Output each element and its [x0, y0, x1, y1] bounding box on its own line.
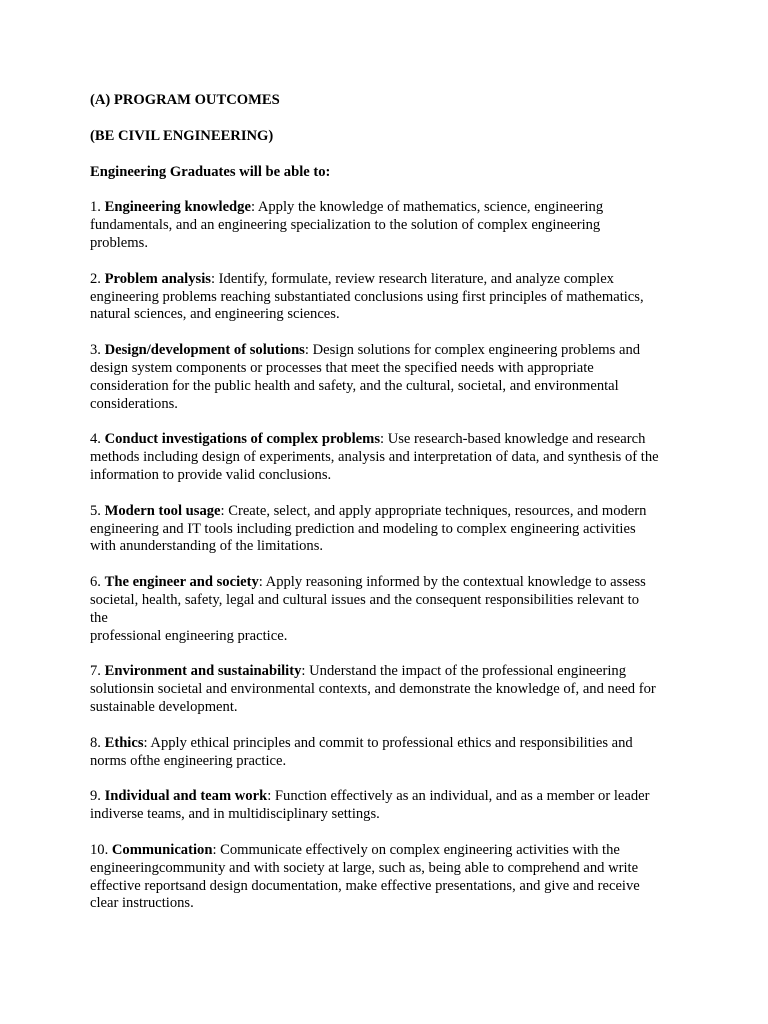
outcome-text-line: solutionsin societal and environmental contexts, and demonstrate the knowledge of, and need for [90, 681, 656, 698]
outcome-item [90, 842, 690, 913]
outcome-term: Problem analysis [104, 270, 211, 287]
outcome-term: The engineer and society [104, 574, 259, 591]
outcome-text-line: : Apply reasoning informed by the contextual knowledge to assess [258, 574, 646, 591]
outcome-text-line: societal, health, safety, legal and cultural issues and the consequent responsibilities relevant to [90, 591, 639, 608]
outcome-text-line: : Function effectively as an individual, and as a member or leader [267, 788, 650, 805]
outcome-term: Individual and team work [104, 788, 268, 805]
outcome-item [90, 342, 690, 413]
outcome-item [90, 574, 690, 645]
outcome-number: 6. [90, 574, 105, 591]
outcome-term: Modern tool usage [104, 502, 221, 519]
document-title: (A) PROGRAM OUTCOMES [90, 92, 280, 108]
outcome-text-line: considerations. [90, 395, 178, 412]
outcome-text-line: design system components or processes that meet the specified needs with appropriate [90, 359, 594, 376]
outcome-text-line: engineeringcommunity and with society at large, such as, being able to comprehend and write [90, 859, 639, 876]
outcome-text-line: consideration for the public health and safety, and the cultural, societal, and environmental [90, 377, 619, 394]
outcome-number: 7. [90, 663, 105, 680]
outcomes-list [90, 199, 690, 913]
outcome-number: 3. [90, 342, 105, 359]
outcome-text-line: problems. [90, 234, 148, 251]
outcome-text-line: engineering problems reaching substantiated conclusions using first principles of mathematics, [90, 288, 644, 305]
outcome-text-line: information to provide valid conclusions. [90, 466, 332, 483]
outcome-item [90, 788, 690, 824]
intro-line: Engineering Graduates will be able to: [90, 163, 331, 180]
outcome-term: Ethics [104, 734, 144, 751]
outcome-item [90, 503, 690, 556]
outcome-number: 1. [90, 199, 105, 216]
outcome-term: Communication [111, 841, 213, 858]
document-page [90, 92, 690, 931]
outcome-text-line: : Design solutions for complex engineering problems and [304, 342, 641, 359]
outcome-text-line: : Apply the knowledge of mathematics, science, engineering [250, 199, 604, 216]
outcome-text-line: indiverse teams, and in multidisciplinary settings. [90, 806, 380, 823]
outcome-number: 10. [90, 841, 112, 858]
outcome-term: Engineering knowledge [104, 199, 251, 216]
outcome-text-line: methods including design of experiments, analysis and interpretation of data, and synthesis of the [90, 449, 659, 466]
outcome-number: 5. [90, 502, 105, 519]
outcome-text-line: norms ofthe engineering practice. [90, 752, 287, 769]
outcome-term: Environment and sustainability [104, 663, 302, 680]
outcome-item [90, 271, 690, 324]
outcome-text-line: clear instructions. [90, 895, 194, 912]
outcome-number: 8. [90, 734, 105, 751]
outcome-item [90, 431, 690, 484]
outcome-item [90, 663, 690, 716]
outcome-text-line: : Create, select, and apply appropriate techniques, resources, and modern [220, 502, 647, 519]
outcome-number: 4. [90, 431, 105, 448]
outcome-number: 2. [90, 270, 105, 287]
outcome-text-line: : Understand the impact of the professional engineering [301, 663, 627, 680]
outcome-number: 9. [90, 788, 105, 805]
outcome-text-line: natural sciences, and engineering sciences. [90, 306, 340, 323]
outcome-term: Conduct investigations of complex problems [104, 431, 380, 448]
outcome-term: Design/development of solutions [104, 342, 305, 359]
outcome-item [90, 199, 690, 252]
outcome-text-line: fundamentals, and an engineering specialization to the solution of complex engineering [90, 217, 601, 234]
outcome-text-line: : Communicate effectively on complex engineering activities with the [212, 841, 620, 858]
outcome-text-line: : Use research-based knowledge and research [380, 431, 646, 448]
document-subtitle: (BE CIVIL ENGINEERING) [90, 127, 274, 144]
outcome-text-line: sustainable development. [90, 698, 238, 715]
outcome-text-line: engineering and IT tools including prediction and modeling to complex engineering activities [90, 520, 636, 537]
outcome-text-line: the [90, 609, 108, 626]
outcome-text-line: with anunderstanding of the limitations. [90, 538, 324, 555]
outcome-item [90, 735, 690, 771]
outcome-text-line: : Identify, formulate, review research literature, and analyze complex [210, 270, 614, 287]
outcome-text-line: professional engineering practice. [90, 627, 288, 644]
outcome-text-line: effective reportsand design documentation, make effective presentations, and give and receive [90, 877, 640, 894]
outcome-text-line: : Apply ethical principles and commit to professional ethics and responsibilities and [143, 734, 633, 751]
